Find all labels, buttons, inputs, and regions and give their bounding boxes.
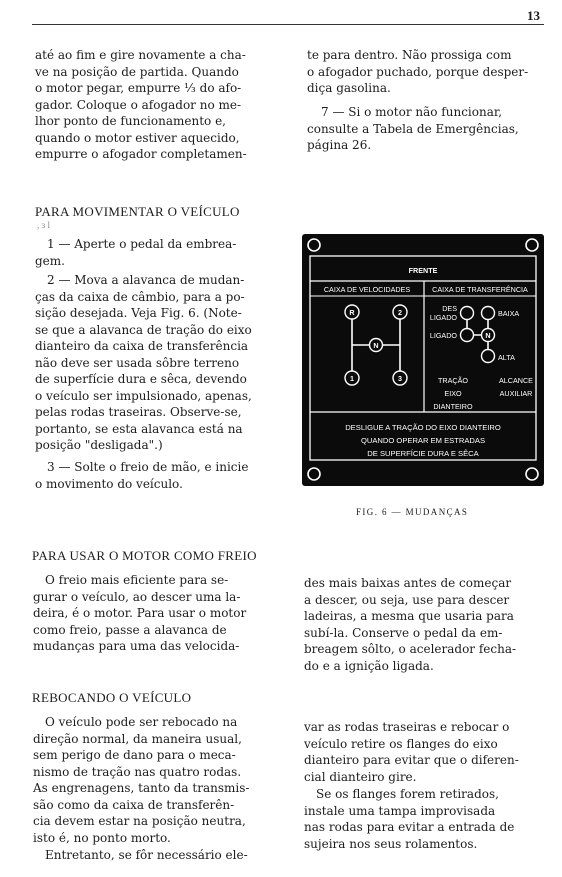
brake-left-paragraph	[33, 572, 267, 655]
corner-screw-icon	[308, 239, 320, 251]
text-line: o movimento do veículo.	[35, 476, 183, 491]
text-line: cia devem estar na posição neutra,	[33, 814, 246, 828]
tow-right-paragraph-2	[304, 786, 540, 852]
transfer-ligado-label: LIGADO	[429, 313, 457, 322]
move-item-2	[35, 272, 267, 454]
top-right-paragraph-1	[307, 47, 543, 97]
plate-right-title: CAIXA DE TRANSFERÊNCIA	[432, 285, 528, 294]
plate-warning-line: DE SUPERFÍCIE DURA E SÊCA	[367, 449, 479, 458]
section-heading-brake: PARA USAR O MOTOR COMO FREIO	[32, 548, 257, 563]
move-item-3	[35, 459, 267, 492]
text-line: se que a alavanca de tração do eixo	[35, 322, 252, 337]
plate-header: FRENTE	[408, 266, 438, 275]
transfer-ligado	[461, 329, 474, 342]
text-line: mudanças para uma das velocida-	[33, 639, 240, 653]
text-line: isto é, no ponto morto.	[33, 830, 171, 845]
top-right-paragraph-2	[307, 104, 543, 154]
gear-plate-drawing	[302, 234, 544, 486]
plate-warning-line: DESLIGUE A TRAÇÃO DO EIXO DIANTEIRO	[345, 423, 501, 432]
page-number: 13	[527, 8, 540, 23]
plate-warning-line: QUANDO OPERAR EM ESTRADAS	[360, 436, 486, 445]
text-line: te para dentro. Não prossiga com	[307, 48, 512, 62]
corner-screw-icon	[526, 468, 538, 480]
text-line: 7 — Si o motor não funcionar,	[321, 105, 503, 119]
text-line: lhor ponto de funcionamento e,	[35, 114, 226, 128]
text-line: dianteiro para evitar que o diferen-	[304, 753, 519, 767]
transfer-alta	[482, 350, 495, 363]
transfer-alcance-label: ALCANCE	[499, 376, 533, 385]
text-line: do e a ignição ligada.	[304, 658, 434, 673]
text-line: quando o motor estiver aquecido,	[35, 130, 240, 145]
tow-right-paragraph-1	[304, 719, 540, 785]
text-line: sem perigo de dano para o meca-	[33, 748, 236, 762]
text-line: var as rodas traseiras e rebocar o	[304, 720, 510, 734]
text-line: 2 — Mova a alavanca de mudan-	[47, 273, 245, 287]
transfer-n-label: N	[485, 331, 491, 340]
text-line: diça gasolina.	[307, 81, 391, 95]
text-line: pelas rodas traseiras. Observe-se,	[35, 405, 242, 419]
text-line: nas rodas para evitar a entrada de	[304, 820, 515, 834]
text-line: sujeira nos seus rolamentos.	[304, 836, 478, 851]
transfer-des-label: DES	[442, 304, 457, 313]
transfer-ligado2-label: LIGADO	[429, 331, 457, 340]
text-line: 3 — Solte o freio de mão, e inicie	[47, 460, 249, 474]
text-line: dianteiro da caixa de transferência	[35, 339, 249, 353]
figure-caption: FIG. 6 — MUDANÇAS	[356, 507, 469, 517]
gear-2-label: 2	[398, 308, 402, 317]
gear-shift-plate	[302, 234, 544, 486]
section-heading-tow: REBOCANDO O VEÍCULO	[32, 690, 192, 705]
text-line: deira, é o motor. Para usar o motor	[33, 606, 247, 620]
text-line: não deve ser usada sôbre terreno	[35, 355, 240, 370]
header-rule	[32, 24, 544, 25]
transfer-des-ligado	[461, 307, 474, 320]
text-line: ladeiras, a mesma que usaria para	[304, 609, 514, 623]
transfer-auxiliar-label: AUXILIAR	[499, 389, 533, 398]
text-line: sição desejada. Veja Fig. 6. (Note-	[35, 306, 242, 320]
corner-screw-icon	[308, 468, 320, 480]
text-line: des mais baixas antes de começar	[304, 576, 512, 590]
section-heading-move: PARA MOVIMENTAR O VEÍCULO	[35, 204, 240, 219]
move-item-1	[35, 236, 267, 269]
text-line: subí-la. Conserve o pedal da em-	[304, 625, 503, 640]
gear-1-label: 1	[350, 374, 354, 383]
transfer-dianteiro-label: DIANTEIRO	[433, 402, 473, 411]
scan-mark: , ɜ l	[37, 220, 51, 230]
top-left-paragraph	[35, 47, 269, 163]
tow-left-paragraph-2	[33, 847, 267, 864]
transfer-tracao-label: TRAÇÃO	[438, 376, 468, 385]
text-line: página 26.	[307, 138, 372, 152]
text-line: Entretanto, se fôr necessário ele-	[45, 848, 248, 862]
text-line: As engrenagens, tanto da transmis-	[33, 781, 250, 795]
brake-right-paragraph	[304, 575, 540, 674]
transfer-baixa-label: BAIXA	[498, 309, 520, 318]
transfer-eixo-label: EIXO	[444, 389, 462, 398]
text-line: gem.	[35, 253, 65, 268]
text-line: o afogador puchado, porque desper-	[307, 64, 529, 79]
text-line: ças da caixa de câmbio, para a po-	[35, 289, 245, 304]
text-line: O veículo pode ser rebocado na	[45, 715, 238, 729]
transfer-baixa	[482, 307, 495, 320]
text-line: Se os flanges forem retirados,	[316, 787, 499, 801]
text-line: como freio, passe a alavanca de	[33, 622, 227, 637]
text-line: breagem sôlto, o acelerador fecha-	[304, 642, 517, 656]
text-line: o motor pegar, empurre ⅓ do afo-	[35, 81, 242, 95]
text-line: gador. Coloque o afogador no me-	[35, 97, 242, 112]
text-line: cial dianteiro gire.	[304, 769, 417, 784]
text-line: o veículo ser impulsionado, apenas,	[35, 388, 252, 403]
gear-3-label: 3	[398, 374, 402, 383]
gear-n-label: N	[373, 341, 379, 350]
gear-r-label: R	[349, 308, 355, 317]
text-line: empurre o afogador completamen-	[35, 147, 247, 161]
text-line: instale uma tampa improvisada	[304, 803, 496, 818]
text-line: ve na posição de partida. Quando	[35, 64, 239, 79]
text-line: gurar o veículo, ao descer uma la-	[33, 589, 241, 604]
text-line: nismo de tração nas quatro rodas.	[33, 764, 242, 779]
text-line: posição "desligada".)	[35, 438, 163, 452]
corner-screw-icon	[526, 239, 538, 251]
text-line: direção normal, da maneira usual,	[33, 731, 242, 746]
plate-left-title: CAIXA DE VELOCIDADES	[323, 285, 411, 294]
tow-left-paragraph-1	[33, 714, 267, 846]
text-line: a descer, ou seja, use para descer	[304, 592, 510, 607]
text-line: 1 — Aperte o pedal da embrea-	[47, 237, 237, 251]
text-line: consulte a Tabela de Emergências,	[307, 121, 519, 136]
text-line: são como da caixa de transferên-	[33, 797, 235, 812]
text-line: O freio mais eficiente para se-	[45, 573, 229, 587]
text-line: portanto, se esta alavanca está na	[35, 421, 243, 436]
text-line: veículo retire os flanges do eixo	[304, 736, 498, 751]
text-line: até ao fim e gire novamente a cha-	[35, 48, 246, 62]
text-line: de superfície dura e sêca, devendo	[35, 372, 247, 386]
transfer-alta-label: ALTA	[498, 353, 515, 362]
